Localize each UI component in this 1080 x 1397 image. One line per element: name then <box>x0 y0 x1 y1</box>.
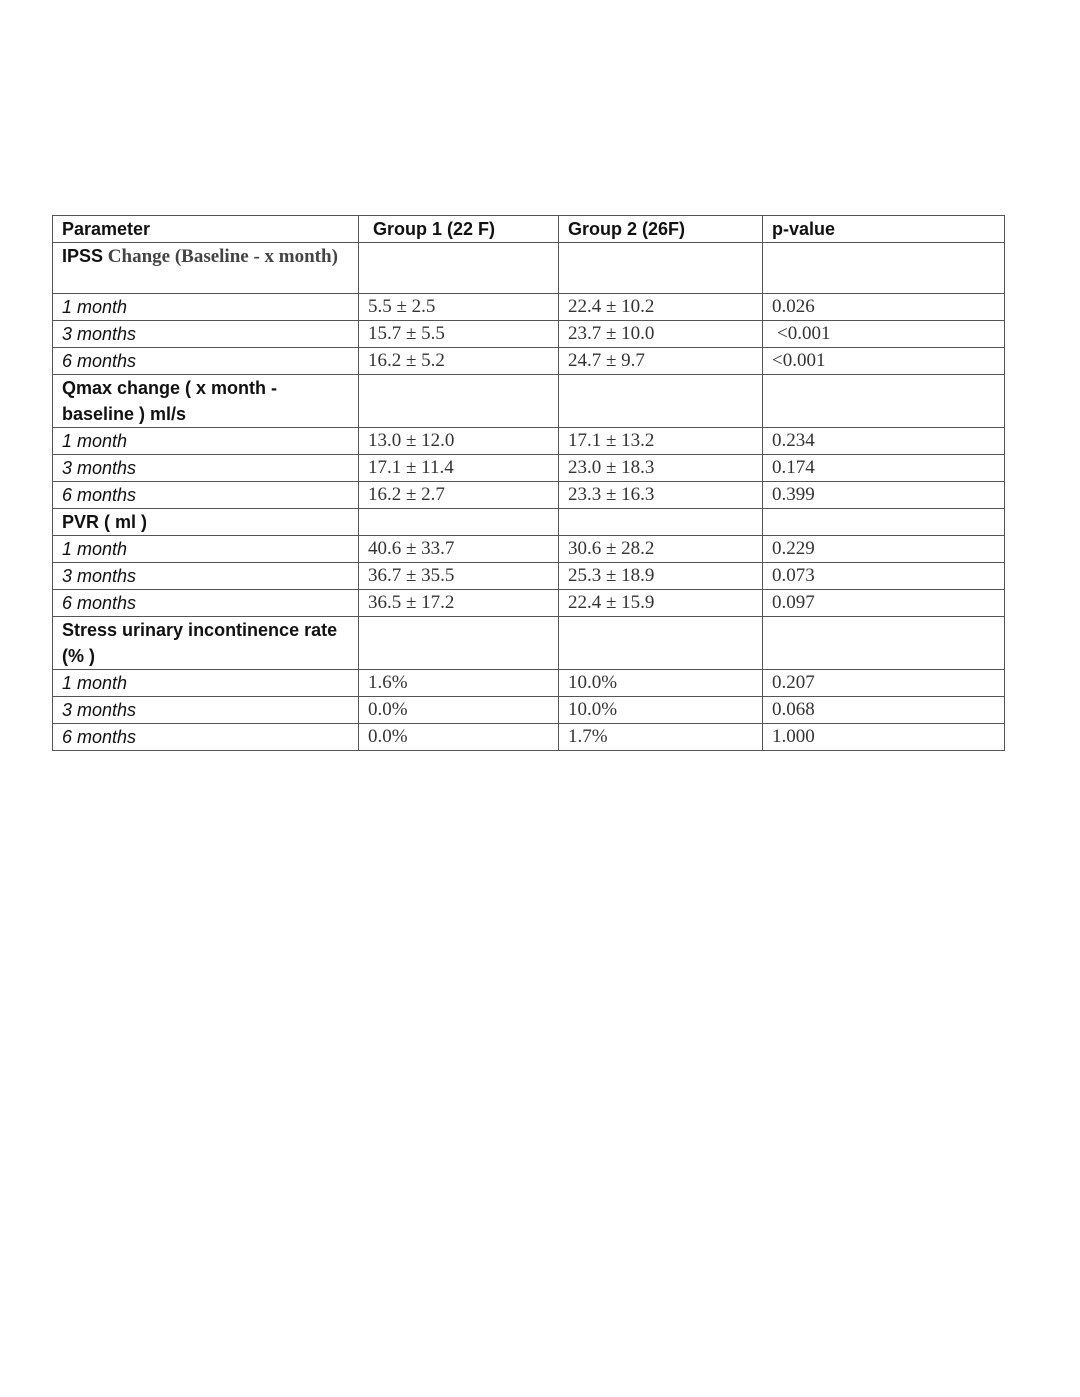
group-1-value: 1.6% <box>359 670 559 697</box>
table-row <box>53 590 1005 617</box>
results-table <box>52 215 1005 751</box>
group-1-value: 0.0% <box>359 724 559 751</box>
empty-cell <box>559 243 763 294</box>
group-2-value: 1.7% <box>559 724 763 751</box>
time-cell: 6 months <box>53 724 359 751</box>
header-group-2: Group 2 (26F) <box>559 216 763 243</box>
empty-cell <box>559 375 763 428</box>
group-2-value: 22.4 ± 15.9 <box>559 590 763 617</box>
p-value: 0.399 <box>763 482 1005 509</box>
group-1-value: 40.6 ± 33.7 <box>359 536 559 563</box>
time-cell: 1 month <box>53 536 359 563</box>
group-1-value: 13.0 ± 12.0 <box>359 428 559 455</box>
table-row <box>53 697 1005 724</box>
table-row <box>53 294 1005 321</box>
empty-cell <box>359 375 559 428</box>
group-2-value: 10.0% <box>559 670 763 697</box>
group-1-value: 5.5 ± 2.5 <box>359 294 559 321</box>
empty-cell <box>559 509 763 536</box>
section-row-pvr <box>53 509 1005 536</box>
group-2-value: 23.0 ± 18.3 <box>559 455 763 482</box>
empty-cell <box>763 375 1005 428</box>
group-2-value: 10.0% <box>559 697 763 724</box>
group-1-value: 0.0% <box>359 697 559 724</box>
p-value: 0.068 <box>763 697 1005 724</box>
group-1-value: 36.7 ± 35.5 <box>359 563 559 590</box>
section-title-stress-incontinence: Stress urinary incontinence rate (% ) <box>53 617 359 670</box>
empty-cell <box>763 243 1005 294</box>
group-2-value: 23.3 ± 16.3 <box>559 482 763 509</box>
time-cell: 3 months <box>53 321 359 348</box>
header-row <box>53 216 1005 243</box>
section-row-qmax <box>53 375 1005 428</box>
section-row-stress-incontinence <box>53 617 1005 670</box>
empty-cell <box>359 243 559 294</box>
table-row <box>53 670 1005 697</box>
group-1-value: 16.2 ± 5.2 <box>359 348 559 375</box>
group-1-value: 17.1 ± 11.4 <box>359 455 559 482</box>
p-value: <0.001 <box>763 321 1005 348</box>
p-value: 0.097 <box>763 590 1005 617</box>
group-1-value: 15.7 ± 5.5 <box>359 321 559 348</box>
empty-cell <box>763 617 1005 670</box>
group-2-value: 30.6 ± 28.2 <box>559 536 763 563</box>
group-2-value: 17.1 ± 13.2 <box>559 428 763 455</box>
group-2-value: 22.4 ± 10.2 <box>559 294 763 321</box>
group-1-value: 36.5 ± 17.2 <box>359 590 559 617</box>
group-2-value: 23.7 ± 10.0 <box>559 321 763 348</box>
time-cell: 6 months <box>53 348 359 375</box>
table-row <box>53 563 1005 590</box>
time-cell: 1 month <box>53 294 359 321</box>
group-2-value: 25.3 ± 18.9 <box>559 563 763 590</box>
table-row <box>53 348 1005 375</box>
p-value: 0.207 <box>763 670 1005 697</box>
table-row <box>53 536 1005 563</box>
p-value: 0.174 <box>763 455 1005 482</box>
p-value: 0.234 <box>763 428 1005 455</box>
time-cell: 3 months <box>53 697 359 724</box>
time-cell: 6 months <box>53 482 359 509</box>
p-value: 0.073 <box>763 563 1005 590</box>
group-1-value: 16.2 ± 2.7 <box>359 482 559 509</box>
header-p-value: p-value <box>763 216 1005 243</box>
section-title-pvr: PVR ( ml ) <box>53 509 359 536</box>
table-row <box>53 321 1005 348</box>
empty-cell <box>359 617 559 670</box>
section-title-rest: Change (Baseline - x month) <box>103 246 338 267</box>
empty-cell <box>359 509 559 536</box>
time-cell: 3 months <box>53 563 359 590</box>
empty-cell <box>763 509 1005 536</box>
section-title-bold: IPSS <box>62 246 104 266</box>
section-row-ipss <box>53 243 1005 294</box>
time-cell: 3 months <box>53 455 359 482</box>
table-row <box>53 428 1005 455</box>
section-title-ipss <box>53 243 359 294</box>
p-value: 0.229 <box>763 536 1005 563</box>
empty-cell <box>559 617 763 670</box>
p-value: 1.000 <box>763 724 1005 751</box>
time-cell: 1 month <box>53 670 359 697</box>
table-row <box>53 455 1005 482</box>
group-2-value: 24.7 ± 9.7 <box>559 348 763 375</box>
table-row <box>53 482 1005 509</box>
time-cell: 1 month <box>53 428 359 455</box>
p-value: <0.001 <box>763 348 1005 375</box>
time-cell: 6 months <box>53 590 359 617</box>
header-group-1: Group 1 (22 F) <box>359 216 559 243</box>
table-row <box>53 724 1005 751</box>
p-value: 0.026 <box>763 294 1005 321</box>
header-parameter: Parameter <box>53 216 359 243</box>
section-title-qmax: Qmax change ( x month - baseline ) ml/s <box>53 375 359 428</box>
results-table-container <box>52 215 1004 751</box>
